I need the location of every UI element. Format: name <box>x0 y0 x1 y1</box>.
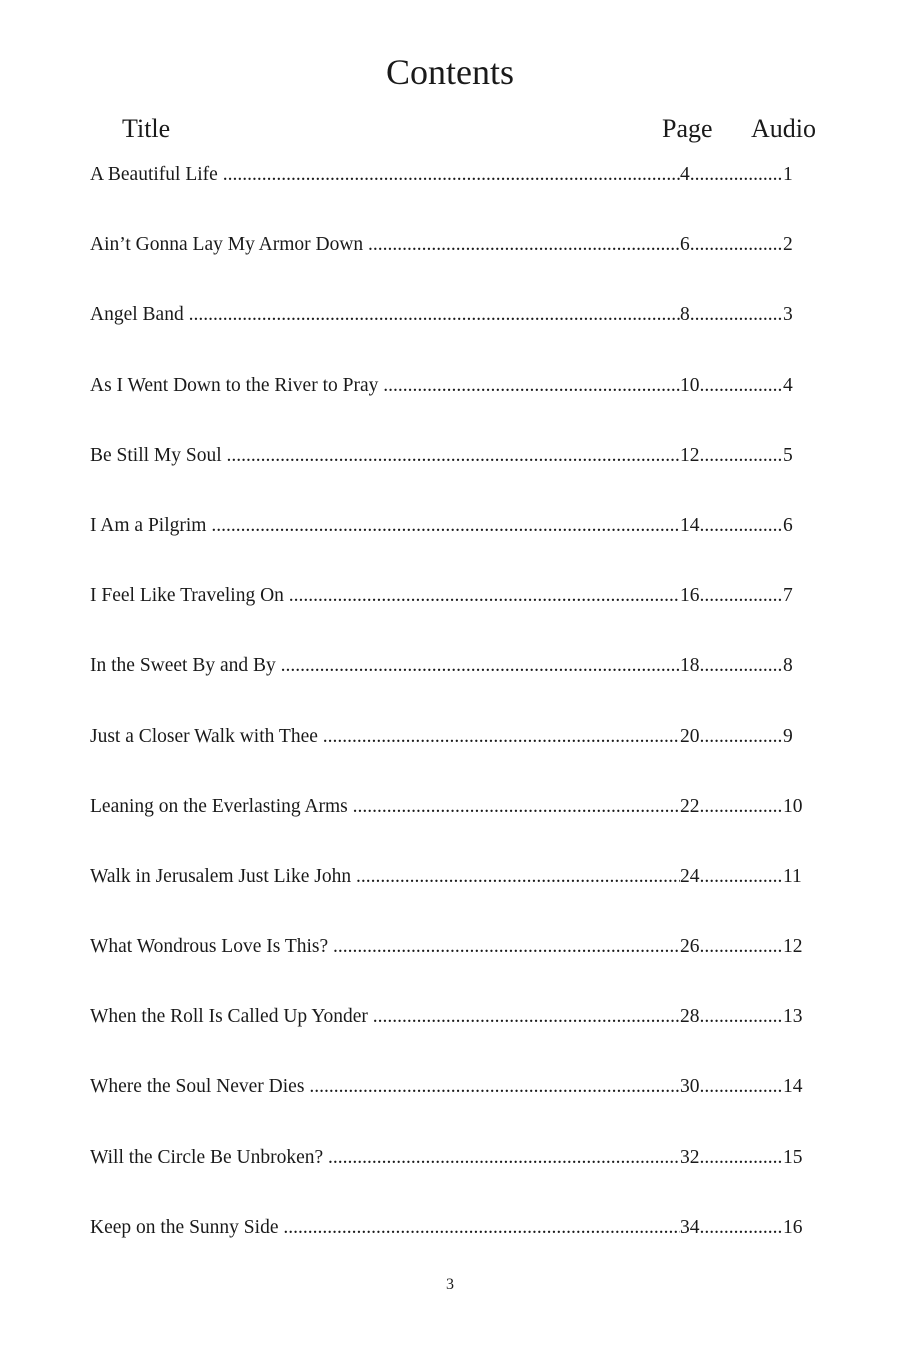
entry-title: Walk in Jerusalem Just Like John ..... <box>90 863 680 891</box>
entry-audio: 4 <box>783 374 793 396</box>
entry-page: 4 ..... <box>680 161 783 189</box>
entry-title: I Am a Pilgrim ..... <box>90 512 680 540</box>
entry-page: 10 ..... <box>680 372 783 400</box>
entry-audio: 10 <box>783 795 803 817</box>
entry-audio: 13 <box>783 1006 803 1028</box>
entry-page: 6 ..... <box>680 231 783 259</box>
entry-audio: 8 <box>783 655 793 677</box>
entry-audio: 11 <box>783 865 802 887</box>
list-item <box>90 157 810 227</box>
list-item <box>90 438 810 508</box>
entry-title: Just a Closer Walk with Thee ..... <box>90 723 680 751</box>
entry-title: Be Still My Soul ..... <box>90 442 680 470</box>
list-item <box>90 929 810 999</box>
entry-title: Angel Band ..... <box>90 301 680 329</box>
entry-title: In the Sweet By and By ..... <box>90 652 680 680</box>
entry-audio: 6 <box>783 514 793 536</box>
list-item <box>90 1140 810 1210</box>
entry-page: 28 ..... <box>680 1003 783 1031</box>
list-item <box>90 789 810 859</box>
list-item <box>90 1069 810 1139</box>
entry-page: 32 ..... <box>680 1144 783 1172</box>
entry-audio: 3 <box>783 304 793 326</box>
entry-title: Where the Soul Never Dies ..... <box>90 1073 680 1101</box>
entry-audio: 7 <box>783 585 793 607</box>
entry-page: 22 ..... <box>680 793 783 821</box>
entry-title: What Wondrous Love Is This? ..... <box>90 933 680 961</box>
entry-title: When the Roll Is Called Up Yonder ..... <box>90 1003 680 1031</box>
entry-page: 18 ..... <box>680 652 783 680</box>
entry-page: 24 ..... <box>680 863 783 891</box>
list-item <box>90 859 810 929</box>
entry-title: I Feel Like Traveling On ..... <box>90 582 680 610</box>
column-headers <box>0 109 900 149</box>
page-number: 3 <box>446 1276 454 1293</box>
header-page: Page <box>662 114 713 143</box>
entry-title: As I Went Down to the River to Pray ..... <box>90 372 680 400</box>
entry-audio: 9 <box>783 725 793 747</box>
list-item <box>90 227 810 297</box>
entry-audio: 1 <box>783 164 793 185</box>
entry-audio: 15 <box>783 1146 803 1168</box>
entry-title: Keep on the Sunny Side ..... <box>90 1214 680 1242</box>
list-item <box>90 719 810 789</box>
entry-page: 34 ..... <box>680 1214 783 1242</box>
entry-audio: 16 <box>783 1216 803 1238</box>
header-audio: Audio <box>751 114 816 143</box>
entry-page: 8 ..... <box>680 301 783 329</box>
header-title: Title <box>122 114 171 143</box>
contents-list <box>90 157 810 1280</box>
page-title: Contents <box>385 52 514 92</box>
entry-page: 14 ..... <box>680 512 783 540</box>
list-item <box>90 368 810 438</box>
entry-page: 12 ..... <box>680 442 783 470</box>
list-item <box>90 999 810 1069</box>
entry-page: 26 ..... <box>680 933 783 961</box>
list-item <box>90 297 810 367</box>
entry-title: A Beautiful Life ..... <box>90 161 680 189</box>
entry-title: Leaning on the Everlasting Arms ..... <box>90 793 680 821</box>
entry-title: Ain’t Gonna Lay My Armor Down ..... <box>90 231 680 259</box>
entry-audio: 2 <box>783 234 793 256</box>
entry-audio: 14 <box>783 1076 803 1098</box>
list-item <box>90 648 810 718</box>
list-item <box>90 1210 810 1280</box>
entry-page: 16 ..... <box>680 582 783 610</box>
entry-audio: 12 <box>783 936 803 958</box>
entry-page: 30 ..... <box>680 1073 783 1101</box>
entry-audio: 5 <box>783 444 793 466</box>
entry-page: 20 ..... <box>680 723 783 751</box>
list-item <box>90 578 810 648</box>
entry-title: Will the Circle Be Unbroken? ..... <box>90 1144 680 1172</box>
list-item <box>90 508 810 578</box>
